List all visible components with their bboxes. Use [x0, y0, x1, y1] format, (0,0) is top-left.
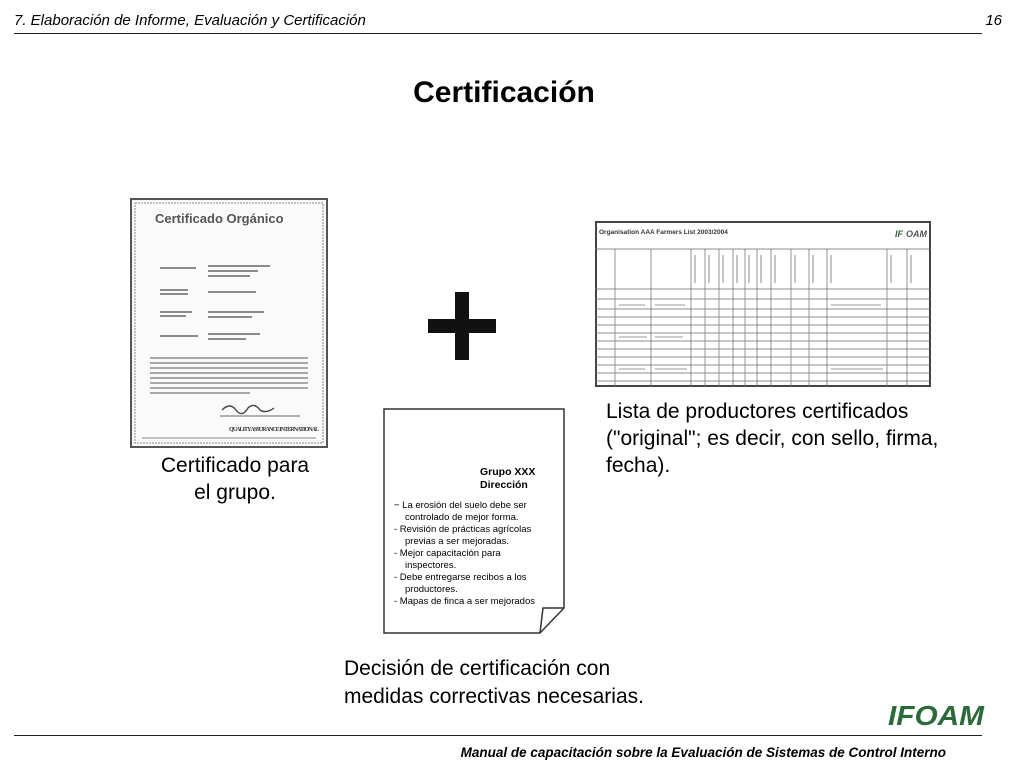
footer-divider	[14, 735, 982, 736]
list-item: - Revisión de prácticas agrícolas previas a ser mejoradas.	[394, 524, 532, 547]
page-title: Certificación	[413, 76, 595, 109]
certificate-signature-org: QUALITY ASSURANCE INTERNATIONAL	[229, 427, 319, 433]
certificate-caption-line2: el grupo.	[194, 481, 276, 504]
svg-text:OAM: OAM	[906, 229, 927, 239]
farmers-list-title: Organisation AAA Farmers List 2003/2004	[599, 229, 728, 236]
list-item: - Mejor capacitación para inspectores.	[394, 548, 501, 571]
header-divider	[14, 33, 982, 34]
list-item: - Mapas de finca a ser mejorados	[394, 596, 535, 607]
svg-text:IFOAM: IFOAM	[888, 700, 985, 730]
farmers-list-logo-icon	[895, 229, 928, 239]
certificate-caption-line1: Certificado para	[160, 454, 310, 477]
decision-caption-line1: Decisión de certificación con	[344, 657, 611, 680]
section-title: 7. Elaboración de Informe, Evaluación y Certificación	[14, 12, 366, 29]
footer-text: Manual de capacitación sobre la Evaluación de Sistemas de Control Interno	[460, 745, 946, 760]
farmers-list-caption: Lista de productores certificados ("original"; es decir, con sello, firma, fecha).	[606, 400, 939, 477]
farmers-list-image	[595, 221, 931, 387]
decision-caption-line2: medidas correctivas necesarias.	[344, 685, 644, 708]
ifoam-logo-icon	[886, 698, 986, 730]
decision-caption	[344, 655, 724, 711]
organic-certificate-image	[130, 198, 328, 448]
decision-heading-line1: Grupo XXX	[480, 466, 536, 478]
certificate-title: Certificado Orgánico	[155, 211, 284, 226]
svg-text:IF: IF	[895, 229, 903, 239]
list-item: − La erosión del suelo debe ser controlado de mejor forma.	[394, 500, 527, 523]
decision-heading-line2: Dirección	[480, 479, 528, 491]
corrective-measures-list	[394, 500, 554, 609]
decision-heading	[480, 466, 560, 492]
certificate-caption	[130, 452, 340, 506]
list-item: - Debe entregarse recibos a los productores.	[394, 572, 527, 595]
plus-icon	[428, 292, 496, 360]
page-number: 16	[985, 12, 1002, 29]
